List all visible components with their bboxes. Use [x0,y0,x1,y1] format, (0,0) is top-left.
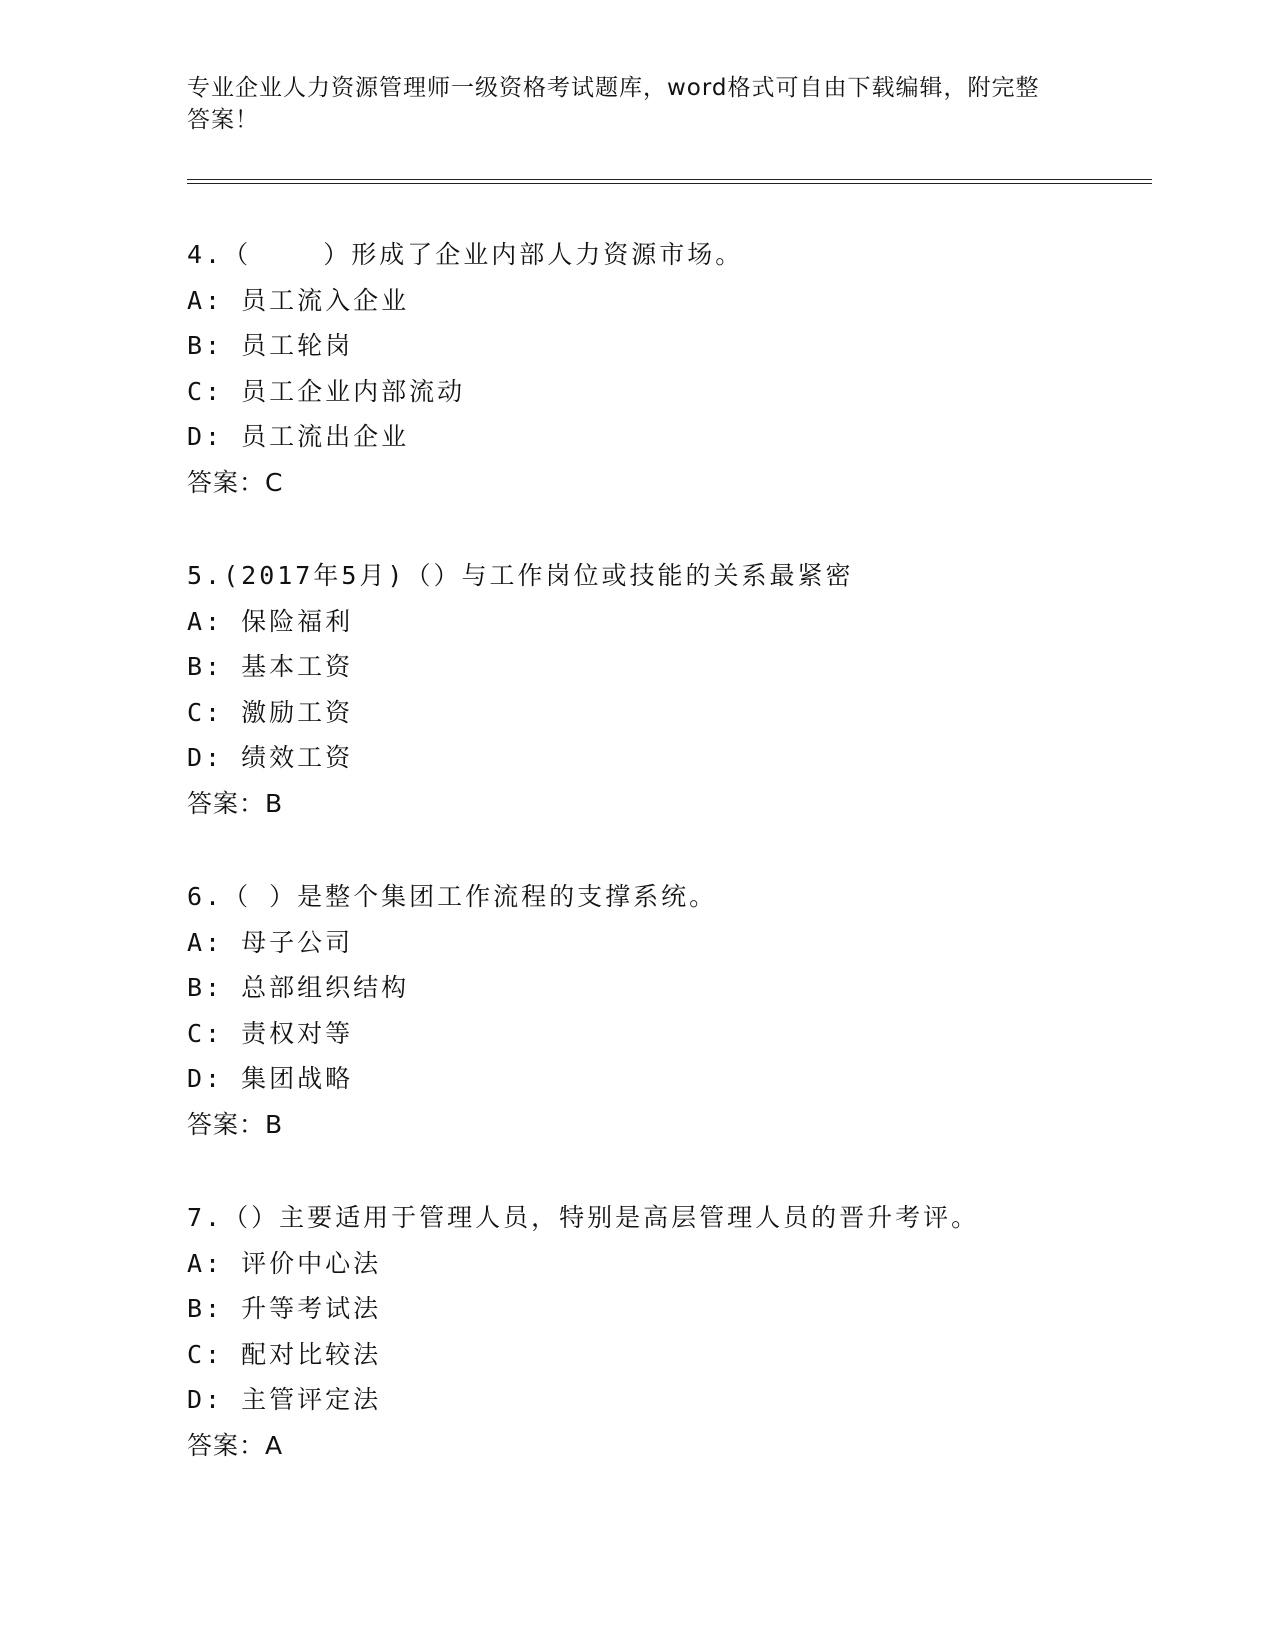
option-a: A: 员工流入企业 [187,285,410,315]
question-stem: 5.(2017年5月)（）与工作岗位或技能的关系最紧密 [187,561,854,590]
question-list [187,232,1147,1516]
option-d: D: 主管评定法 [187,1385,382,1414]
header-line-1: 专业企业人力资源管理师一级资格考试题库，word格式可自由下载编辑，附完整 [187,75,1040,101]
option-c: C: 责权对等 [187,1018,354,1048]
option-d: D: 员工流出企业 [187,422,410,451]
header-line-2: 答案！ [187,107,259,133]
question-stem: 6.（ ）是整个集团工作流程的支撑系统。 [187,882,718,911]
option-c: C: 配对比较法 [187,1339,382,1369]
option-d: D: 集团战略 [187,1064,354,1093]
question-7 [187,1195,1147,1468]
option-c: C: 激励工资 [187,697,354,727]
option-a: A: 评价中心法 [187,1248,382,1278]
option-b: B: 升等考试法 [187,1294,382,1323]
option-b: B: 总部组织结构 [187,973,410,1002]
question-6 [187,874,1147,1147]
answer-line: 答案：A [187,1430,284,1460]
option-c: C: 员工企业内部流动 [187,376,466,406]
answer-line: 答案：B [187,1109,284,1139]
answer-line: 答案：B [187,788,284,818]
option-b: B: 员工轮岗 [187,331,354,360]
question-4 [187,232,1147,505]
answer-line: 答案：C [187,467,284,497]
question-stem: 7.（）主要适用于管理人员，特别是高层管理人员的晋升考评。 [187,1203,980,1232]
option-b: B: 基本工资 [187,652,354,681]
document-header [187,72,1087,136]
option-a: A: 保险福利 [187,606,354,636]
option-a: A: 母子公司 [187,927,354,957]
header-divider [187,179,1152,184]
question-5 [187,553,1147,826]
question-stem: 4.（ ）形成了企业内部人力资源市场。 [187,240,744,269]
option-d: D: 绩效工资 [187,743,354,772]
